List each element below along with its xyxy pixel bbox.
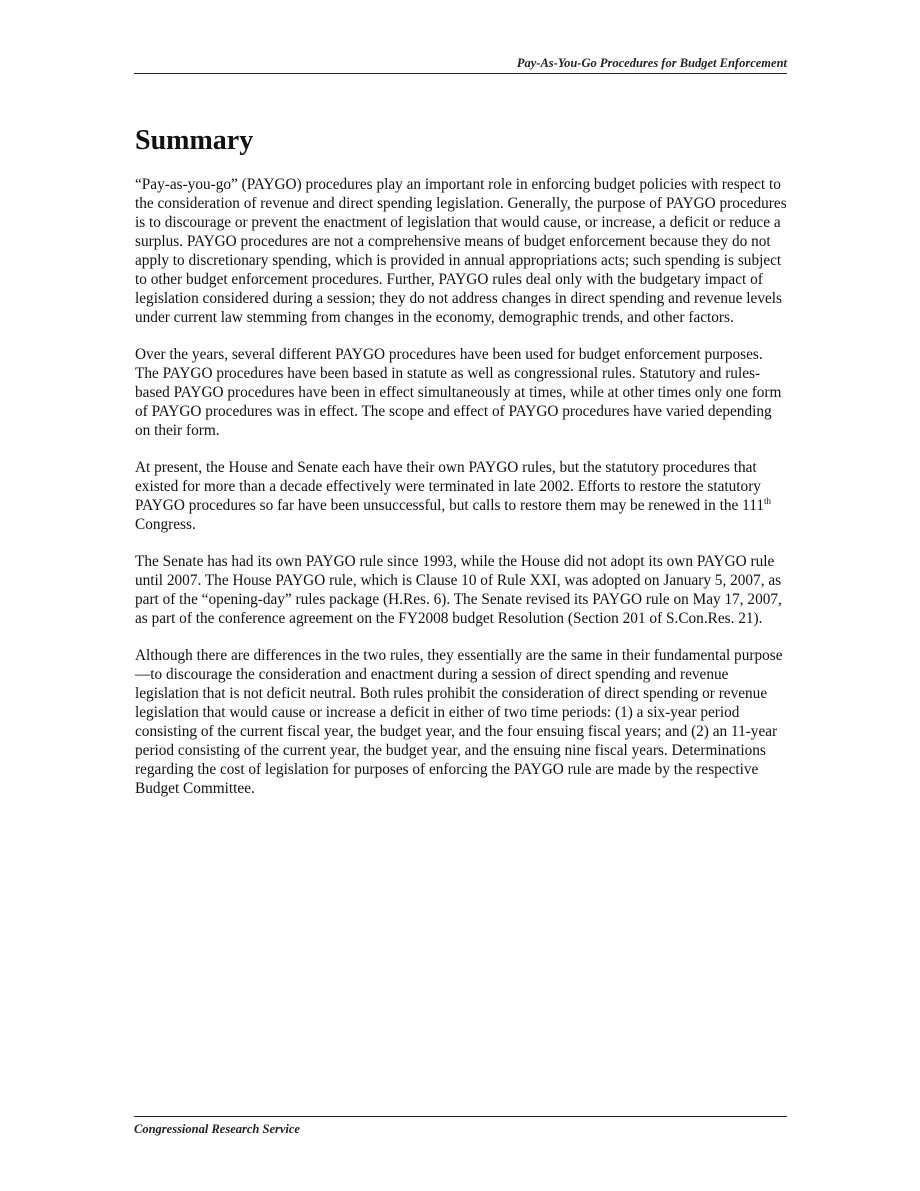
paragraph-rule-comparison: Although there are differences in the two rules, they essentially are the same in their fundamental purpose—to discourage the consideration and enactment during a session of direct spending and revenue legislation that is not deficit neutral. Both rules prohibit the consideration of direct spending or revenue legislation that would cause or increase a deficit in either of two time periods: (1) a six-year period consisting of the current fiscal year, the budget year, and the four ensuing fiscal years; and (2) an 11-year period consisting of the current year, the budget year, and the ensuing nine fiscal years. Determinations regarding the cost of legislation for purposes of enforcing the PAYGO rule are made by the respective Budget Committee. <box>135 647 783 797</box>
summary-body <box>135 175 787 816</box>
paragraph-paygo-history: Over the years, several different PAYGO procedures have been used for budget enforcement purposes. The PAYGO procedures have been based in statute as well as congressional rules. Statutory and rules-based PAYGO procedures have been in effect simultaneously at times, while at other times only one form of PAYGO procedures was in effect. The scope and effect of PAYGO procedures have varied depending on their form. <box>135 346 782 439</box>
paragraph-chamber-rules: The Senate has had its own PAYGO rule since 1993, while the House did not adopt its own PAYGO rule until 2007. The House PAYGO rule, which is Clause 10 of Rule XXI, was adopted on January 5, 2007, as part of the “opening-day” rules package (H.Res. 6). The Senate revised its PAYGO rule on May 17, 2007, as part of the conference agreement on the FY2008 budget Resolution (Section 201 of S.Con.Res. 21). <box>135 553 782 627</box>
running-header <box>134 56 787 74</box>
paragraph-current-status <box>135 458 787 534</box>
running-header-title: Pay-As-You-Go Procedures for Budget Enforcement <box>516 56 787 70</box>
paragraph-paygo-overview: “Pay-as-you-go” (PAYGO) procedures play an important role in enforcing budget policies with respect to the consideration of revenue and direct spending legislation. Generally, the purpose of PAYGO procedures is to discourage or prevent the enactment of legislation that would cause, or increase, a deficit or reduce a surplus. PAYGO procedures are not a comprehensive means of budget enforcement because they do not apply to discretionary spending, which is provided in annual appropriations acts; such spending is subject to other budget enforcement procedures. Further, PAYGO rules deal only with the budgetary impact of legislation considered during a session; they do not address changes in direct spending and revenue levels under current law stemming from changes in the economy, demographic trends, and other factors. <box>135 176 787 326</box>
current-status-text-end: Congress. <box>135 516 196 533</box>
ordinal-superscript: th <box>763 496 771 506</box>
footer-publisher: Congressional Research Service <box>134 1122 300 1136</box>
page-title: Summary <box>135 125 254 156</box>
running-footer <box>134 1116 787 1143</box>
current-status-text: At present, the House and Senate each have their own PAYGO rules, but the statutory procedures that existed for more than a decade effectively were terminated in late 2002. Efforts to restore the statutory PAYGO procedures so far have been unsuccessful, but calls to restore them may be renewed in the 111 <box>135 459 764 514</box>
